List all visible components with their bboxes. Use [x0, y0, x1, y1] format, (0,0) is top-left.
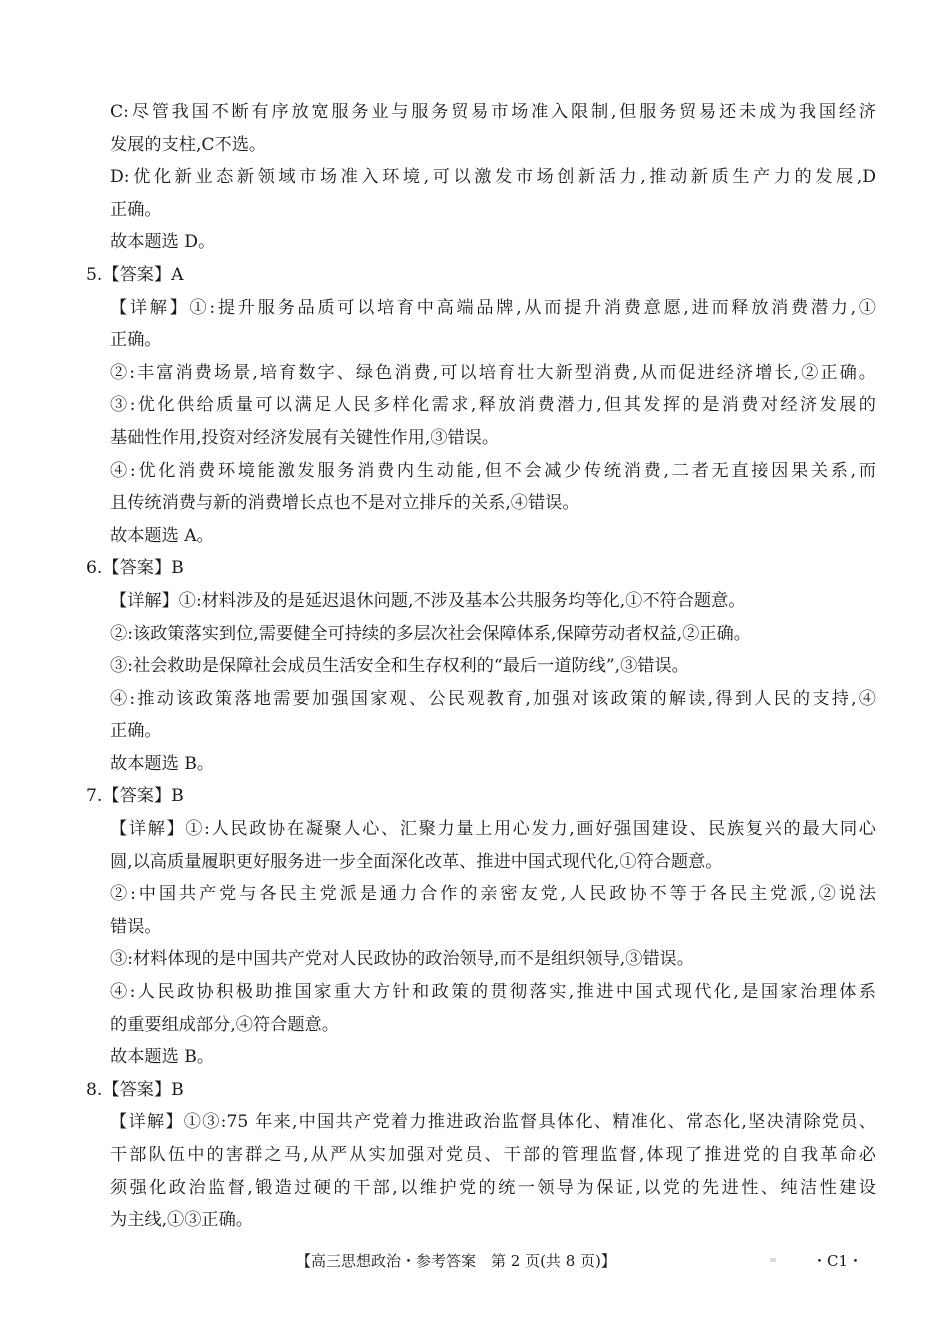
answer-explanations — [86, 96, 876, 1237]
text-line: 且传统消费与新的消费增长点也不是对立排斥的关系,④错误。 — [110, 493, 580, 514]
footer-version-code: ・C1・ — [812, 1252, 864, 1270]
text-line: ②:中国共产党与各民主党派是通力合作的亲密友党,人民政协不等于各民主党派,②说法 — [110, 884, 876, 905]
text-line: 故本题选 B。 — [110, 753, 215, 774]
text-line: 故本题选 A。 — [110, 525, 214, 546]
text-line: ③:材料体现的是中国共产党对人民政协的政治领导,而不是组织领导,③错误。 — [110, 949, 694, 970]
text-line: 故本题选 B。 — [110, 1047, 215, 1068]
scan-mark — [770, 1258, 776, 1262]
text-line: 干部队伍中的害群之马,从严从实加强对党员、干部的管理监督,体现了推进党的自我革命必 — [110, 1145, 876, 1165]
text-line: 故本题选 D。 — [110, 232, 216, 253]
text-line: 5.【答案】A — [86, 264, 184, 285]
text-line: ②:该政策落实到位,需要健全可持续的多层次社会保障体系,保障劳动者权益,②正确。 — [110, 623, 751, 644]
text-line: 【详解】①:人民政协在凝聚人心、汇聚力量上用心发力,画好强国建设、民族复兴的最大同心 — [110, 819, 876, 840]
text-line: ④:优化消费环境能激发服务消费内生动能,但不会减少传统消费,二者无直接因果关系,而 — [110, 460, 876, 481]
text-line: ③:优化供给质量可以满足人民多样化需求,释放消费潜力,但其发挥的是消费对经济发展的 — [110, 395, 876, 416]
text-line: 基础性作用,投资对经济发展有关键性作用,③错误。 — [110, 427, 500, 448]
text-line: 错误。 — [110, 916, 162, 937]
text-line: 的重要组成部分,④符合题意。 — [110, 1014, 339, 1035]
page-footer — [0, 1250, 950, 1274]
text-line: 为主线,①③正确。 — [110, 1210, 253, 1231]
text-line: ③:社会救助是保障社会成员生活安全和生存权利的“最后一道防线”,③错误。 — [110, 656, 689, 677]
text-line: 正确。 — [110, 199, 162, 220]
text-line: 发展的支柱,C不选。 — [110, 134, 267, 155]
text-line: 7.【答案】B — [86, 786, 184, 807]
text-line: ②:丰富消费场景,培育数字、绿色消费,可以培育壮大新型消费,从而促进经济增长,②正确。 — [110, 362, 876, 383]
text-line: D:优化新业态新领域市场准入环境,可以激发市场创新活力,推动新质生产力的发展,D — [110, 167, 876, 188]
text-line: ④:推动该政策落地需要加强国家观、公民观教育,加强对该政策的解读,得到人民的支持,④ — [110, 688, 876, 709]
text-line: 【详解】①③:75 年来,中国共产党着力推进政治监督具体化、精准化、常态化,坚决清除党员、 — [110, 1112, 876, 1133]
text-line: 圆,以高质量履职更好服务进一步全面深化改革、推进中国式现代化,①符合题意。 — [110, 851, 723, 872]
text-line: 须强化政治监督,锻造过硬的干部,以维护党的统一领导为保证,以党的先进性、纯洁性建设 — [110, 1177, 876, 1198]
text-line: 【详解】①:材料涉及的是延迟退休问题,不涉及基本公共服务均等化,①不符合题意。 — [110, 590, 746, 611]
text-line: ④:人民政协积极助推国家重大方针和政策的贯彻落实,推进中国式现代化,是国家治理体系 — [110, 982, 876, 1003]
text-line: C:尽管我国不断有序放宽服务业与服务贸易市场准入限制,但服务贸易还未成为我国经济 — [110, 102, 876, 122]
text-line: 正确。 — [110, 721, 162, 742]
text-line: 8.【答案】B — [86, 1079, 184, 1100]
footer-page-info: 【高三思想政治・参考答案 第 2 页(共 8 页)】 — [296, 1252, 616, 1270]
text-line: 6.【答案】B — [86, 558, 184, 579]
text-line: 【详解】①:提升服务品质可以培育中高端品牌,从而提升消费意愿,进而释放消费潜力,① — [110, 297, 876, 318]
text-line: 正确。 — [110, 330, 162, 351]
